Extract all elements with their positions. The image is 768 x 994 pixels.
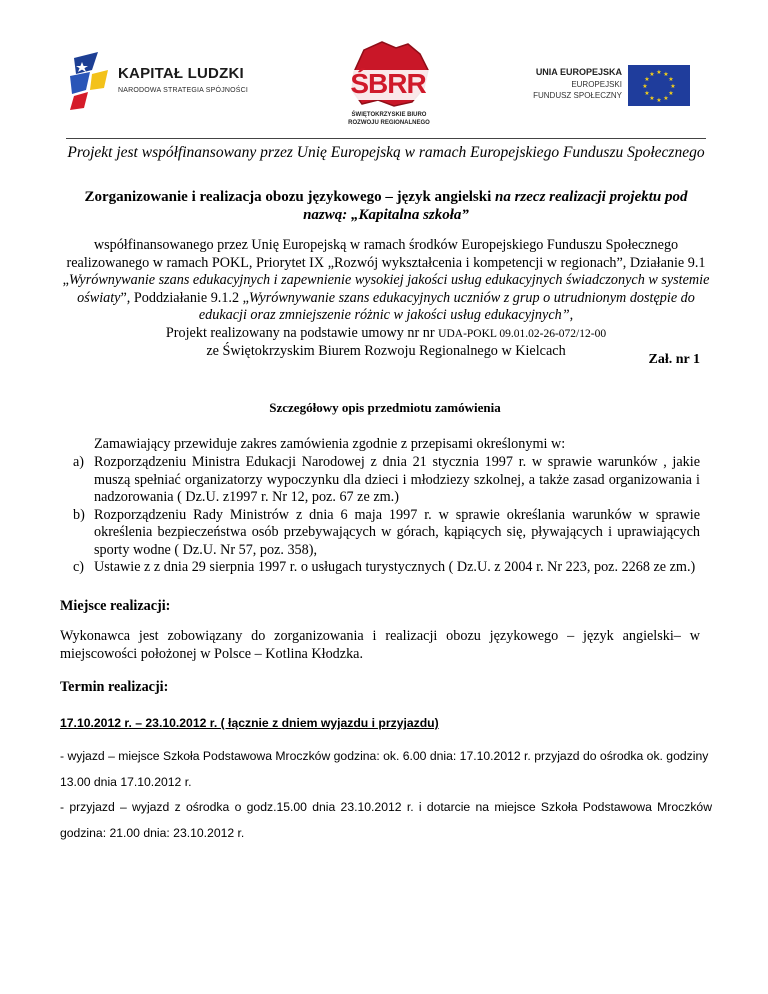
scope-intro: Zamawiający przewiduje zakres zamówienia zgodnie z przepisami określonymi w: (94, 436, 566, 452)
svg-text:★: ★ (649, 71, 655, 78)
list-item (60, 507, 700, 560)
eu-line-2: EUROPEJSKI (571, 80, 622, 89)
list-item-label: c) (73, 559, 85, 575)
svg-text:★: ★ (644, 90, 650, 97)
kapital-ludzki-subtitle: NARODOWA STRATEGIA SPÓJNOŚCI (118, 87, 249, 94)
place-text: Wykonawca jest zobowiązany do zorganizowania i realizacji obozu językowego – język angielski– w miejscowości położonej w Polsce – Kotlina Kłodzka. (60, 628, 700, 662)
eu-line-3: FUNDUSZ SPOŁECZNY (533, 91, 622, 100)
svg-text:★: ★ (644, 76, 650, 83)
agreement-number: UDA-POKL 09.01.02-26-072/12-00 (438, 327, 607, 340)
header-divider (66, 138, 706, 139)
eu-efs-logo (516, 63, 696, 109)
eu-line-1: UNIA EUROPEJSKA (535, 67, 622, 77)
svg-text:★: ★ (663, 95, 669, 102)
svg-text:★: ★ (656, 97, 662, 104)
return-info: - przyjazd – wyjazd z ośrodka o godz.15.00 dnia 23.10.2012 r. i dotarcie na miejsce Szkoła Podstawowa Mroczków godzina: 21.00 dnia: 23.10.2012 r. (60, 800, 712, 840)
list-item-text: Rozporządzeniu Rady Ministrów z dnia 6 maja 1997 r. w sprawie określania warunków w sprawie określenia bezpieczeństwa osób przebywających w górach, kąpiących się, pływających i uprawiających sporty wodne ( Dz.U. Nr 57, poz. 358), (94, 506, 700, 558)
list-item-text: Ustawie z z dnia 29 sierpnia 1997 r. o usługach turystycznych ( Dz.U. z 2004 r. Nr 223, poz. 2268 ze zm.) (94, 559, 696, 575)
sbrr-subtitle-2: ROZWOJU REGIONALNEGO (348, 120, 430, 126)
kapital-ludzki-title: KAPITAŁ LUDZKI (118, 65, 244, 82)
kapital-ludzki-emblem-icon (68, 50, 116, 112)
svg-text:★: ★ (670, 83, 676, 90)
title-bold: Zorganizowanie i realizacja obozu językowego – język angielski (84, 189, 492, 205)
list-item (60, 454, 700, 507)
intro-submeasure-name: Wyrównywanie szans edukacyjnych uczniów z grup o utrudnionym dostępie do edukacji oraz zmniejszenie różnic w jakości usług edukacyjnych”, (198, 289, 695, 323)
project-intro (60, 237, 712, 361)
list-item (60, 559, 700, 577)
intro-part-4: ze Świętokrzyskim Biurem Rozwoju Regionalnego w Kielcach (206, 343, 566, 359)
svg-text:★: ★ (656, 69, 662, 76)
term-dates: 17.10.2012 r. – 23.10.2012 r. ( łącznie z dniem wyjazdu i przyjazdu) (60, 716, 439, 730)
place-heading: Miejsce realizacji: (60, 598, 171, 614)
list-item-label: b) (73, 506, 85, 523)
list-item-label: a) (73, 454, 85, 470)
document-title (72, 188, 700, 224)
eu-flag-icon (628, 65, 690, 106)
intro-part-2: ”, Poddziałanie 9.1.2 „ (120, 289, 249, 306)
kapital-ludzki-logo (68, 50, 248, 112)
svg-text:★: ★ (668, 76, 674, 83)
svg-text:★: ★ (649, 95, 655, 102)
departure-info: - wyjazd – miejsce Szkoła Podstawowa Mroczków godzina: ok. 6.00 dnia: 17.10.2012 r. przyjazd do ośrodka ok. godziny 13.00 dnia 17.10.2012 r. (60, 749, 709, 789)
sbrr-name: ŚBRR (350, 68, 426, 99)
svg-text:★: ★ (668, 90, 674, 97)
sbrr-logo (334, 40, 444, 132)
regulations-list (60, 454, 700, 577)
term-heading: Termin realizacji: (60, 679, 169, 695)
intro-part-1: współfinansowanego przez Unię Europejską w ramach środków Europejskiego Funduszu Społecznego realizowanego w ramach POKL, Priorytet IX „Rozwój wykształcenia i kompetencji w regionach”, Działanie 9.1 „ (62, 237, 706, 288)
svg-text:★: ★ (663, 71, 669, 78)
attachment-number: Zał. nr 1 (648, 352, 700, 367)
section-title: Szczegółowy opis przedmiotu zamówienia (269, 400, 501, 415)
intro-part-3: Projekt realizowany na podstawie umowy nr nr (165, 324, 439, 341)
sbrr-subtitle-1: ŚWIĘTOKRZYSKIE BIURO (351, 112, 427, 118)
list-item-text: Rozporządzeniu Ministra Edukacji Narodowej z dnia 21 stycznia 1997 r. w sprawie warunków , jakie muszą spełniać organizatorzy wypoczynku dla dzieci i młodziezy szkolnej, a także zasad organizowania i nadzorowania ( Dz.U. z1997 r. Nr 12, poz. 67 ze zm.) (94, 454, 700, 505)
svg-text:★: ★ (642, 83, 648, 90)
cofinancing-note: Projekt jest współfinansowany przez Unię Europejską w ramach Europejskiego Funduszu Społecznego (67, 144, 705, 161)
intro-measure-name: Wyrównywanie szans edukacyjnych i zapewnienie wysokiej jakości usług edukacyjnych świadczonych w systemie oświaty (68, 272, 710, 306)
title-italic: na rzecz realizacji projektu pod nazwą: „Kapitalna szkoła” (303, 189, 688, 223)
